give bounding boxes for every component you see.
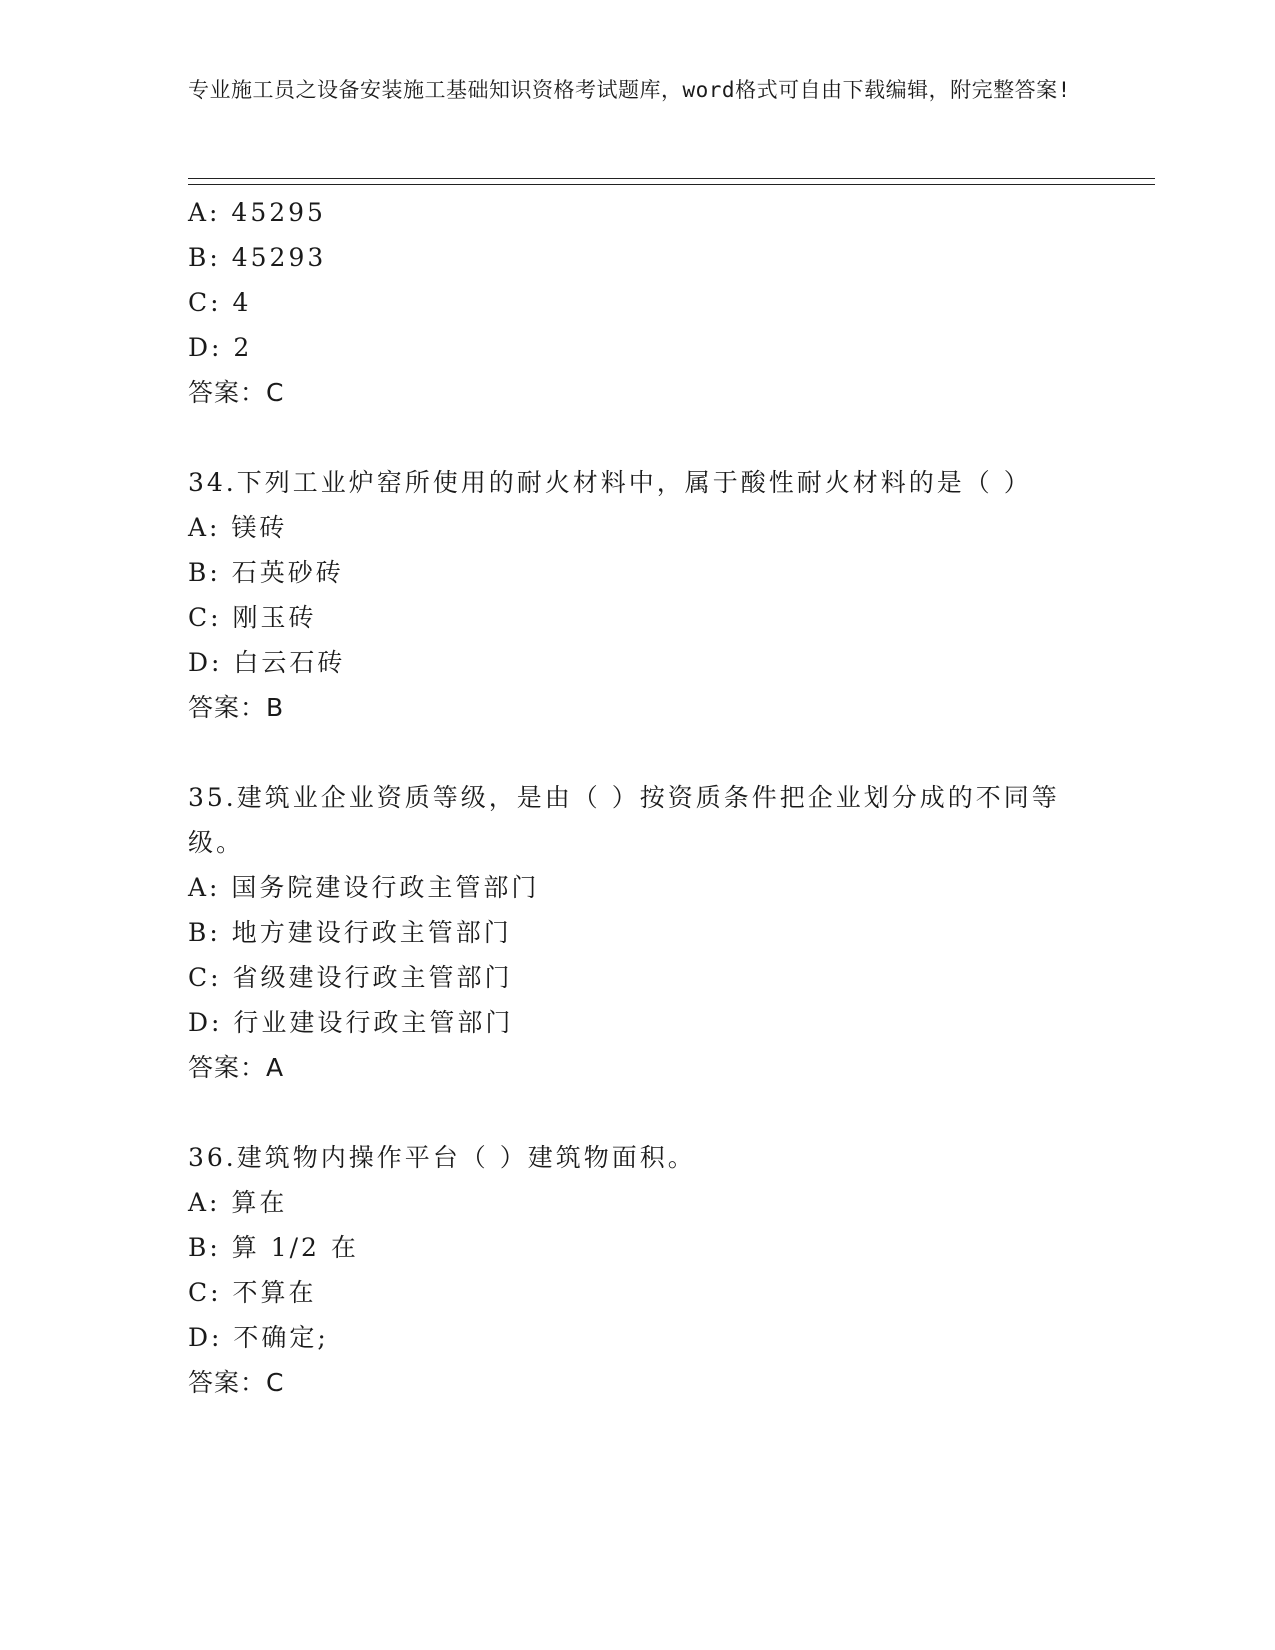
question-34 (188, 460, 1128, 730)
option-b: B: 算 1/2 在 (188, 1233, 359, 1262)
option-a: A: 国务院建设行政主管部门 (188, 873, 540, 902)
option-b: B: 地方建设行政主管部门 (188, 918, 512, 947)
question-list (188, 190, 1128, 1405)
answer-line: 答案：C (188, 1368, 285, 1397)
option-d: D: 不确定; (188, 1323, 329, 1352)
option-b: B: 石英砂砖 (188, 558, 344, 587)
header-title: 专业施工员之设备安装施工基础知识资格考试题库，word格式可自由下载编辑，附完整答案! (188, 78, 1071, 102)
header-divider (188, 178, 1155, 185)
answer-line: 答案：B (188, 693, 285, 722)
option-a: A: 算在 (188, 1188, 288, 1217)
answer-line: 答案：A (188, 1053, 285, 1082)
option-c: C: 不算在 (188, 1278, 317, 1307)
option-b: B: 45293 (188, 243, 327, 272)
question-stem: 36.建筑物内操作平台（ ）建筑物面积。 (188, 1143, 696, 1172)
option-c: C: 刚玉砖 (188, 603, 317, 632)
question-stem: 35.建筑业企业资质等级，是由（ ）按资质条件把企业划分成的不同等级。 (188, 783, 1060, 857)
answer-line: 答案：C (188, 378, 285, 407)
option-a: A: 镁砖 (188, 513, 288, 542)
question-36 (188, 1135, 1128, 1405)
question-stem: 34.下列工业炉窑所使用的耐火材料中，属于酸性耐火材料的是（ ） (188, 468, 1032, 497)
option-a: A: 45295 (188, 198, 326, 227)
intro-question-block (188, 190, 1128, 415)
option-c: C: 省级建设行政主管部门 (188, 963, 513, 992)
option-d: D: 白云石砖 (188, 648, 346, 677)
option-c: C: 4 (188, 288, 252, 317)
question-35 (188, 775, 1128, 1090)
option-d: D: 2 (188, 333, 253, 362)
option-d: D: 行业建设行政主管部门 (188, 1008, 514, 1037)
document-header (188, 74, 1088, 107)
